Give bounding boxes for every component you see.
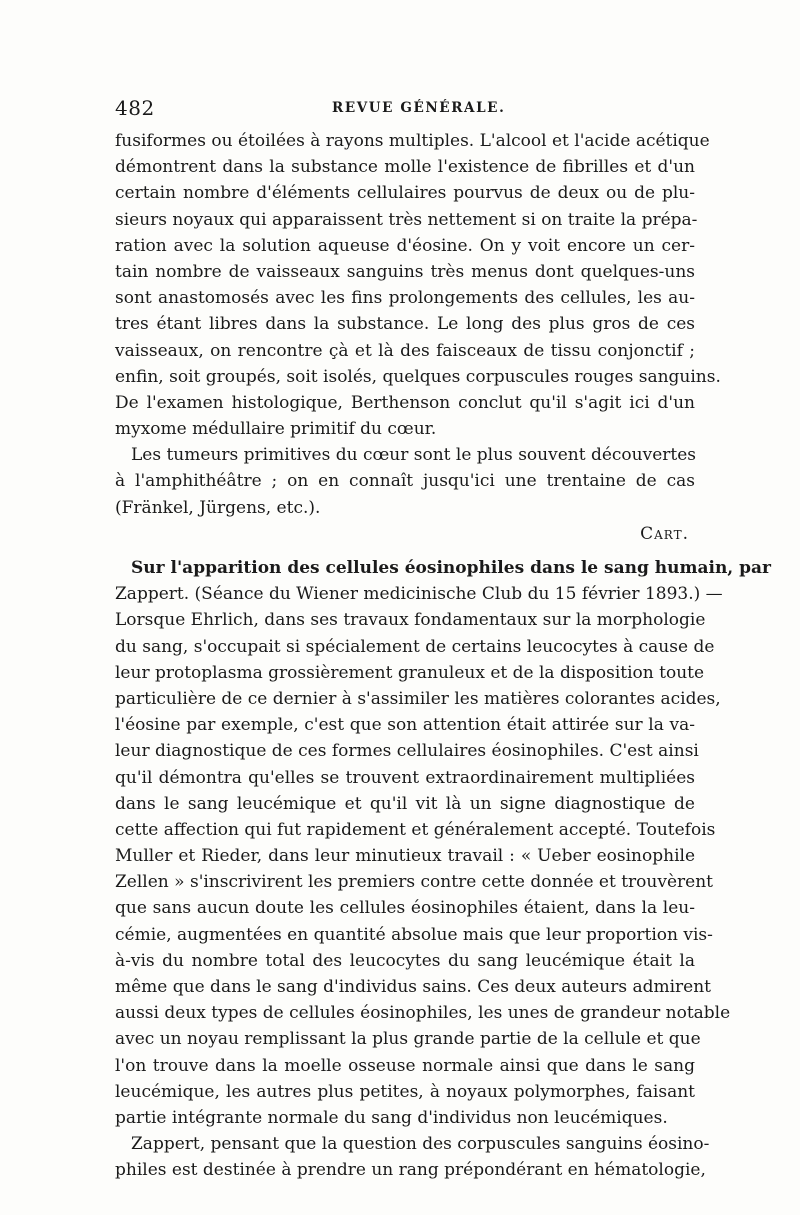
text-line: tres étant libres dans la substance. Le long des plus gros de ces: [115, 314, 695, 335]
text-line: avec un noyau remplissant la plus grande partie de la cellule et que: [115, 1029, 701, 1050]
text-line: dans le sang leucémique et qu'il vit là un signe diagnostique de: [115, 793, 695, 814]
text-line: démontrent dans la substance molle l'existence de fibrilles et d'un: [115, 157, 695, 178]
text-line: Zellen » s'inscrivirent les premiers contre cette donnée et trouvèrent: [115, 872, 713, 893]
author-signature: Cart.: [640, 523, 689, 544]
text-line: vaisseaux, on rencontre çà et là des faisceaux de tissu conjonctif ;: [115, 340, 695, 361]
text-line: philes est destinée à prendre un rang prépondérant en hématologie,: [115, 1160, 706, 1181]
text-line: même que dans le sang d'individus sains. Ces deux auteurs admirent: [115, 977, 711, 997]
text-line: cette affection qui fut rapidement et généralement accepté. Toutefois: [115, 819, 716, 840]
text-line: partie intégrante normale du sang d'individus non leucémiques.: [115, 1107, 668, 1128]
text-line: à-vis du nombre total des leucocytes du sang leucémique était la: [115, 950, 695, 971]
text-line: De l'examen histologique, Berthenson conclut qu'il s'agit ici d'un: [115, 392, 695, 413]
text-line: fusiformes ou étoilées à rayons multiples. L'alcool et l'acide acétique: [115, 131, 710, 151]
text-line: à l'amphithéâtre ; on en connaît jusqu'ici une trentaine de cas: [115, 471, 695, 492]
text-line: Les tumeurs primitives du cœur sont le plus souvent découvertes: [131, 445, 697, 466]
text-line: tain nombre de vaisseaux sanguins très menus dont quelques-uns: [115, 261, 695, 282]
text-line: ration avec la solution aqueuse d'éosine. On y voit encore un cer-: [115, 235, 695, 256]
page-header: [115, 96, 695, 124]
text-line: myxome médullaire primitif du cœur.: [115, 419, 437, 440]
text-line: qu'il démontra qu'elles se trouvent extraordinairement multipliées: [115, 767, 695, 788]
text-line: Zappert. (Séance du Wiener medicinische Club du 15 février 1893.) —: [115, 584, 723, 605]
text-line: leur protoplasma grossièrement granuleux et de la disposition toute: [115, 662, 705, 683]
text-line: du sang, s'occupait si spécialement de certains leucocytes à cause de: [115, 636, 715, 657]
text-line: certain nombre d'éléments cellulaires pourvus de deux ou de plu-: [115, 183, 695, 204]
text-line: leur diagnostique de ces formes cellulaires éosinophiles. C'est ainsi: [115, 741, 699, 762]
page-number: 482: [115, 96, 155, 120]
running-title: REVUE GÉNÉRALE.: [332, 100, 506, 116]
text-line: sont anastomosés avec les fins prolongements des cellules, les au-: [115, 288, 695, 309]
text-line: leucémique, les autres plus petites, à noyaux polymorphes, faisant: [115, 1081, 695, 1102]
article-title-line: Sur l'apparition des cellules éosinophiles dans le sang humain, par: [131, 558, 771, 578]
text-line: particulière de ce dernier à s'assimiler les matières colorantes acides,: [115, 688, 721, 709]
text-line: (Fränkel, Jürgens, etc.).: [115, 497, 321, 518]
text-line: cémie, augmentées en quantité absolue mais que leur proportion vis-: [115, 924, 713, 945]
text-line: enfin, soit groupés, soit isolés, quelques corpuscules rouges sanguins.: [115, 366, 721, 387]
text-line: l'on trouve dans la moelle osseuse normale ainsi que dans le sang: [115, 1055, 695, 1076]
text-line: sieurs noyaux qui apparaissent très nettement si on traite la prépa-: [115, 209, 698, 230]
text-line: Zappert, pensant que la question des corpuscules sanguins éosino-: [131, 1134, 710, 1155]
text-line: Muller et Rieder, dans leur minutieux travail : « Ueber eosinophile: [115, 846, 695, 867]
text-line: Lorsque Ehrlich, dans ses travaux fondamentaux sur la morphologie: [115, 610, 706, 631]
text-line: aussi deux types de cellules éosinophiles, les unes de grandeur notable: [115, 1003, 731, 1024]
text-line: l'éosine par exemple, c'est que son attention était attirée sur la va-: [115, 715, 695, 736]
body-text: [115, 128, 771, 1184]
text-line: que sans aucun doute les cellules éosinophiles étaient, dans la leu-: [115, 898, 695, 919]
